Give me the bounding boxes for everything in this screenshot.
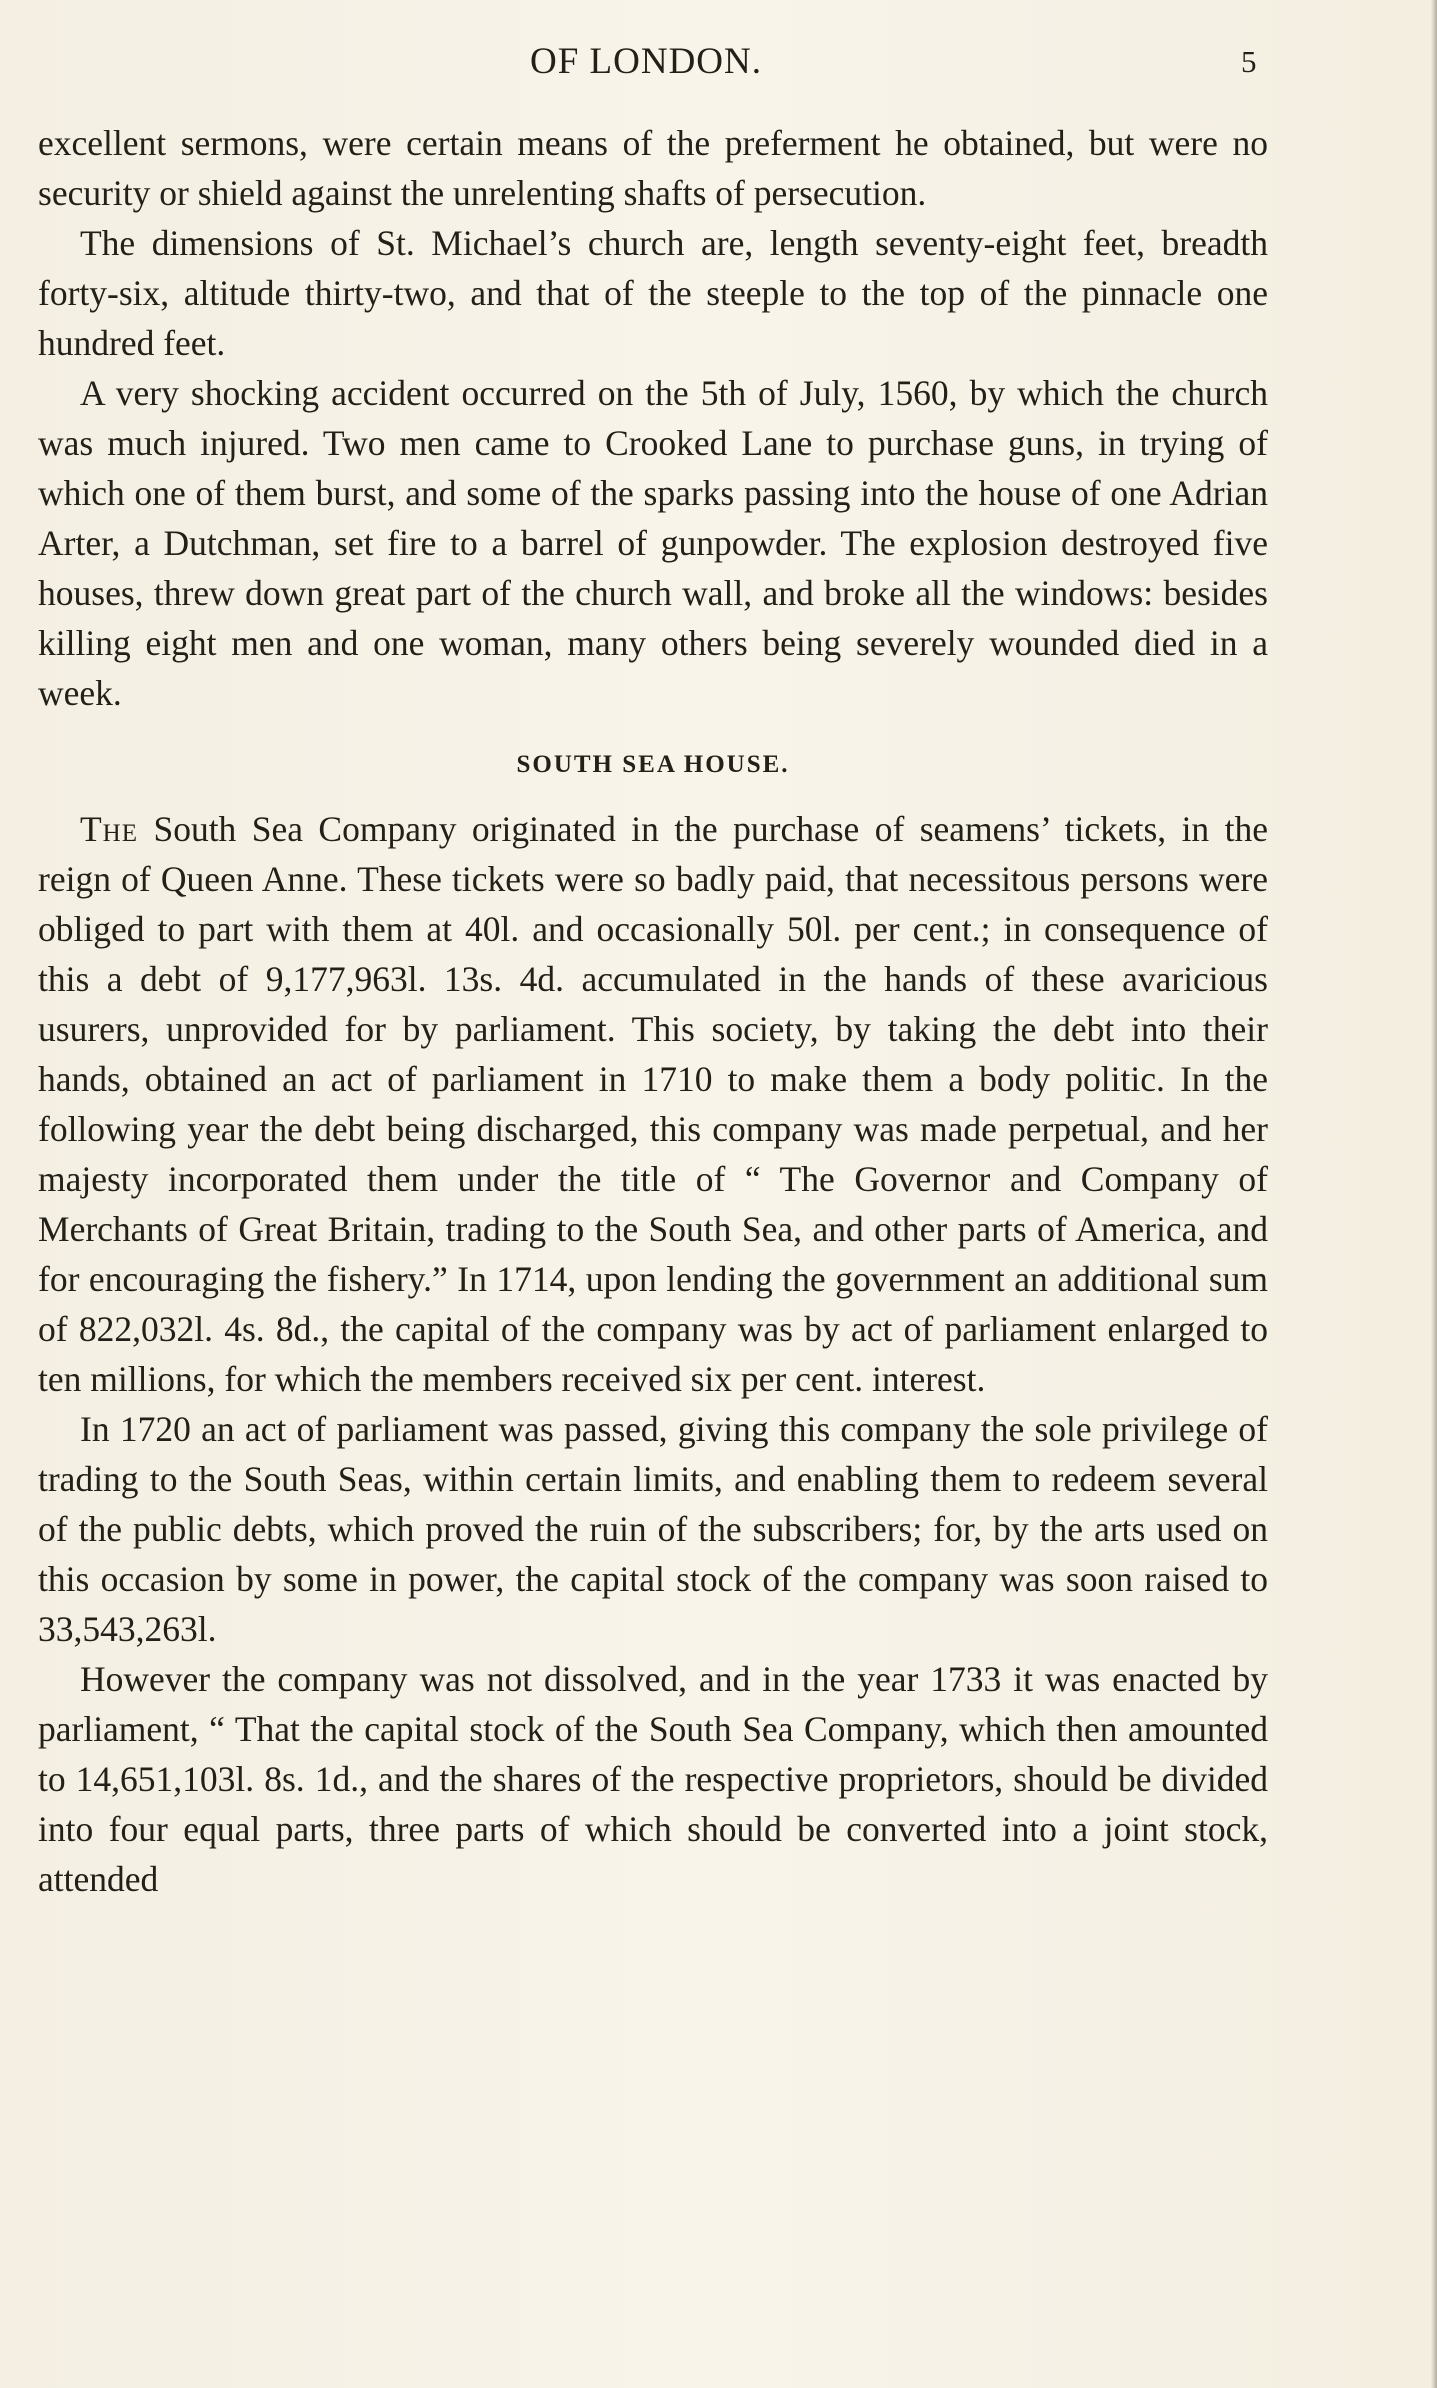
page-edge-shadow	[1431, 0, 1437, 2388]
paragraph-accident: A very shocking accident occurred on the 5th of July, 1560, by which the church was much injured. Two men came to Crooked Lane to purchase guns, in trying of which one of them burst, and some of the sparks passing into the house of one Adrian Arter, a Dutchman, set fire to a barrel of gunpowder. The explosion destroyed five houses, threw down great part of the church wall, and broke all the windows: besides killing eight men and one woman, many others being severely wounded died in a week.	[38, 373, 1268, 713]
page-number: 5	[1241, 44, 1257, 79]
paragraph-continued: excellent sermons, were certain means of the preferment he obtained, but were no security or shield against the unrelenting shafts of persecution.	[38, 123, 1268, 213]
lead-word: The	[80, 809, 139, 849]
paragraph-church-dimensions: The dimensions of St. Michael’s church are, length seventy-eight feet, breadth forty-six, altitude thirty-two, and that of the steeple to the top of the pinnacle one hundred feet.	[38, 223, 1268, 363]
paragraph-south-sea-origin-text: South Sea Company originated in the purchase of seamens’ tickets, in the reign of Queen Anne. These tickets were so badly paid, that necessitous persons were obliged to part with them at 40l. and occasionally 50l. per cent.; in consequence of this a debt of 9,177,963l. 13s. 4d. accumulated in the hands of these avaricious usurers, unprovided for by parliament. This society, by taking the debt into their hands, obtained an act of parliament in 1710 to make them a body politic. In the following year the debt being discharged, this company was made perpetual, and her majesty incorporated them under the title of “ The Governor and Company of Merchants of Great Britain, trading to the South Sea, and other parts of America, and for encouraging the fishery.” In 1714, upon lending the government an additional sum of 822,032l. 4s. 8d., the capital of the company was by act of parliament enlarged to ten millions, for which the members received six per cent. interest.	[38, 809, 1268, 1399]
paragraph-1733-act: However the company was not dissolved, and in the year 1733 it was enacted by parliament, “ That the capital stock of the South Sea Company, which then amounted to 14,651,103l. 8s. 1d., and the shares of the respective proprietors, should be divided into four equal parts, three parts of which should be converted into a joint stock, attended	[38, 1659, 1268, 1899]
section-heading: SOUTH SEA HOUSE.	[516, 751, 790, 778]
running-title: OF LONDON.	[530, 41, 762, 82]
paragraph-1720-act: In 1720 an act of parliament was passed, giving this company the sole privilege of trading to the South Seas, within certain limits, and enabling them to redeem several of the public debts, which proved the ruin of the subscribers; for, by the arts used on this occasion by some in power, the capital stock of the company was soon raised to 33,543,263l.	[38, 1409, 1268, 1649]
body-text	[38, 118, 1268, 1904]
running-head	[0, 40, 1437, 90]
paragraph-south-sea-origin	[38, 804, 1268, 1404]
